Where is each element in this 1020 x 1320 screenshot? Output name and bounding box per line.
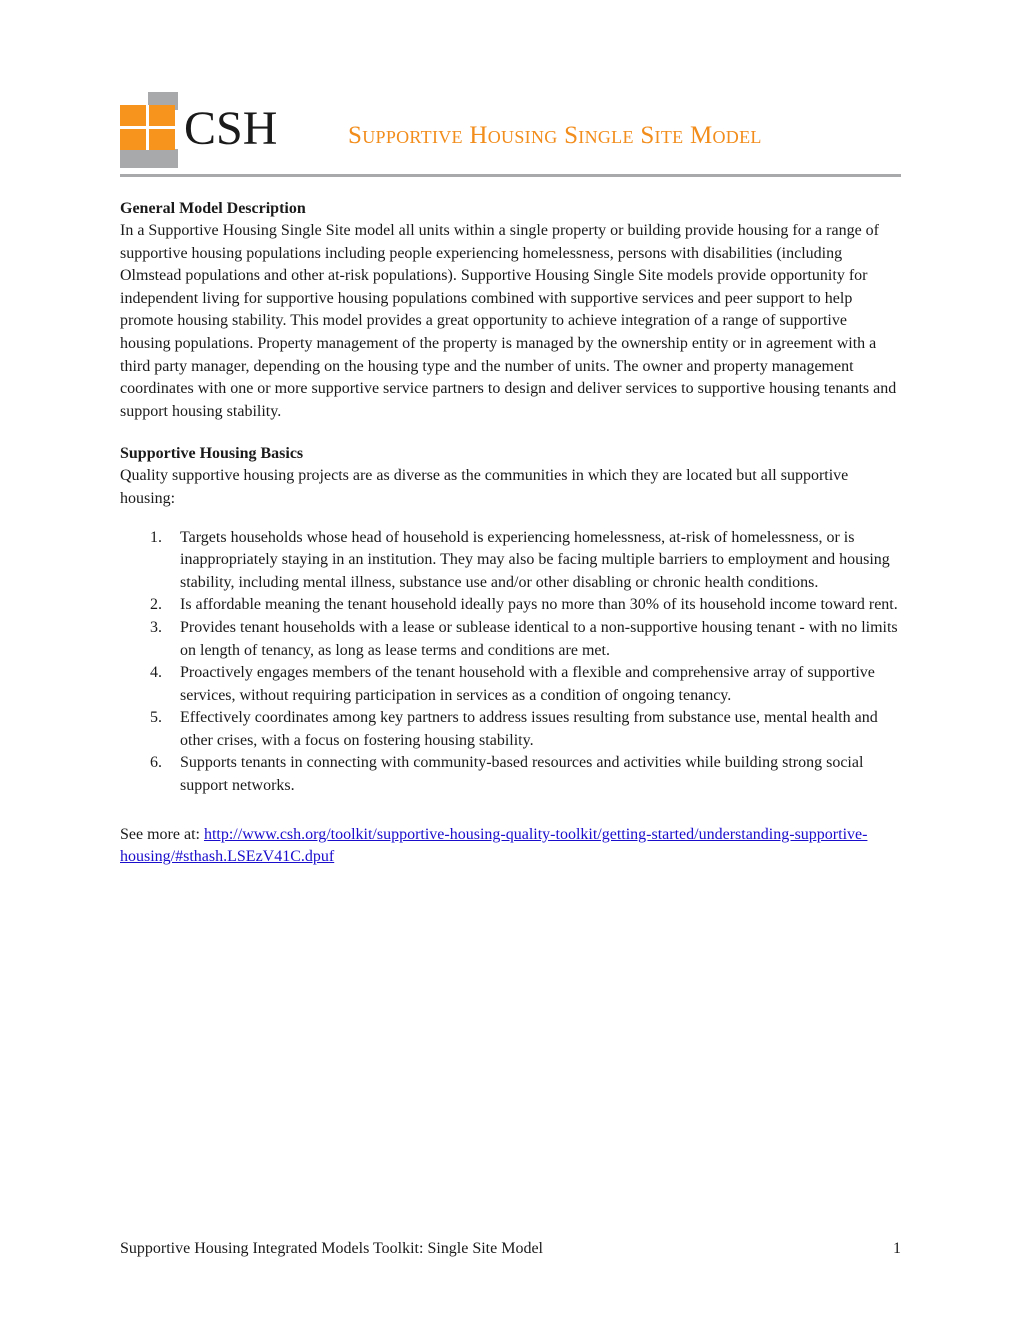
logo-orange-square-4 [149,129,175,150]
list-item-number: 1. [150,528,162,546]
list-item-number: 2. [150,596,162,614]
list-item-text: Effectively coordinates among key partners to address issues resulting from substance use, mental health and other crises, with a focus on fostering housing stability. [180,709,878,749]
page-header [120,92,901,178]
list-item [120,527,901,595]
list-item-text: Proactively engages members of the tenant household with a flexible and comprehensive array of supportive services, without requiring participation in services as a condition of ongoing tenancy. [180,664,875,704]
basics-intro-paragraph: Quality supportive housing projects are as diverse as the communities in which they are located but all supportive housing: [120,467,849,507]
document-body [120,198,901,869]
logo-orange-square-1 [120,105,146,126]
page-footer [120,1238,901,1260]
list-item [120,617,901,662]
logo-text: CSH [184,102,278,155]
list-item-number: 6. [150,754,162,772]
list-item [120,594,901,617]
see-more-label: See more at: [120,825,204,843]
page-number: 1 [893,1240,901,1257]
list-item-text: Provides tenant households with a lease or sublease identical to a non-supportive housing tenant - with no limits on length of tenancy, as long as lease terms and conditions are met. [180,618,898,659]
list-item [120,662,901,707]
footer-text: Supportive Housing Integrated Models Toolkit: Single Site Model [120,1240,543,1257]
section-heading-basics: Supportive Housing Basics [120,445,304,463]
list-item-number: 3. [150,618,162,636]
section-heading-general-model: General Model Description [120,200,306,217]
list-item [120,752,901,797]
logo-orange-square-3 [120,129,146,150]
see-more-link[interactable]: http://www.csh.org/toolkit/supportive-housing-quality-toolkit/getting-started/understanding-supportive-housing/#sthash.LSEzV41C.dpuf [120,825,868,866]
general-model-paragraph: In a Supportive Housing Single Site model all units within a single property or building provide housing for a range of supportive housing populations including people experiencing homelessness, persons with disabilities (including Olmstead populations and other at-risk populations). Supportive Housing Single Site models provide opportunity for independent living for supportive housing populations combined with supportive services and peer support to help promote housing stability. This model provides a great opportunity to achieve integration of a range of supportive housing populations. Property management of the property is managed by the ownership entity or in agreement with a third party manager, depending on the housing type and the number of units. The owner and property management coordinates with one or more supportive service partners to design and deliver services to supportive housing tenants and support housing stability. [120,222,897,420]
logo-orange-square-2 [149,105,175,126]
csh-logo [120,92,310,170]
logo-gray-block-bottom-right [148,149,178,168]
see-more-line [120,824,901,869]
list-item-number: 4. [150,664,162,682]
header-divider [120,174,901,177]
list-item [120,707,901,752]
list-item-text: Targets households whose head of household is experiencing homelessness, at-risk of homelessness, or is inappropriately staying in an institution. They may also be facing multiple barriers to employment and housing stability, including mental illness, substance use and/or other disabling or chronic health conditions. [180,528,890,591]
basics-list [120,527,901,798]
list-item-number: 5. [150,709,162,727]
document-title: Supportive Housing Single Site Model [348,122,762,149]
list-item-text: Is affordable meaning the tenant household ideally pays no more than 30% of its household income toward rent. [180,596,898,614]
list-item-text: Supports tenants in connecting with community-based resources and activities while building strong social support networks. [180,754,864,795]
